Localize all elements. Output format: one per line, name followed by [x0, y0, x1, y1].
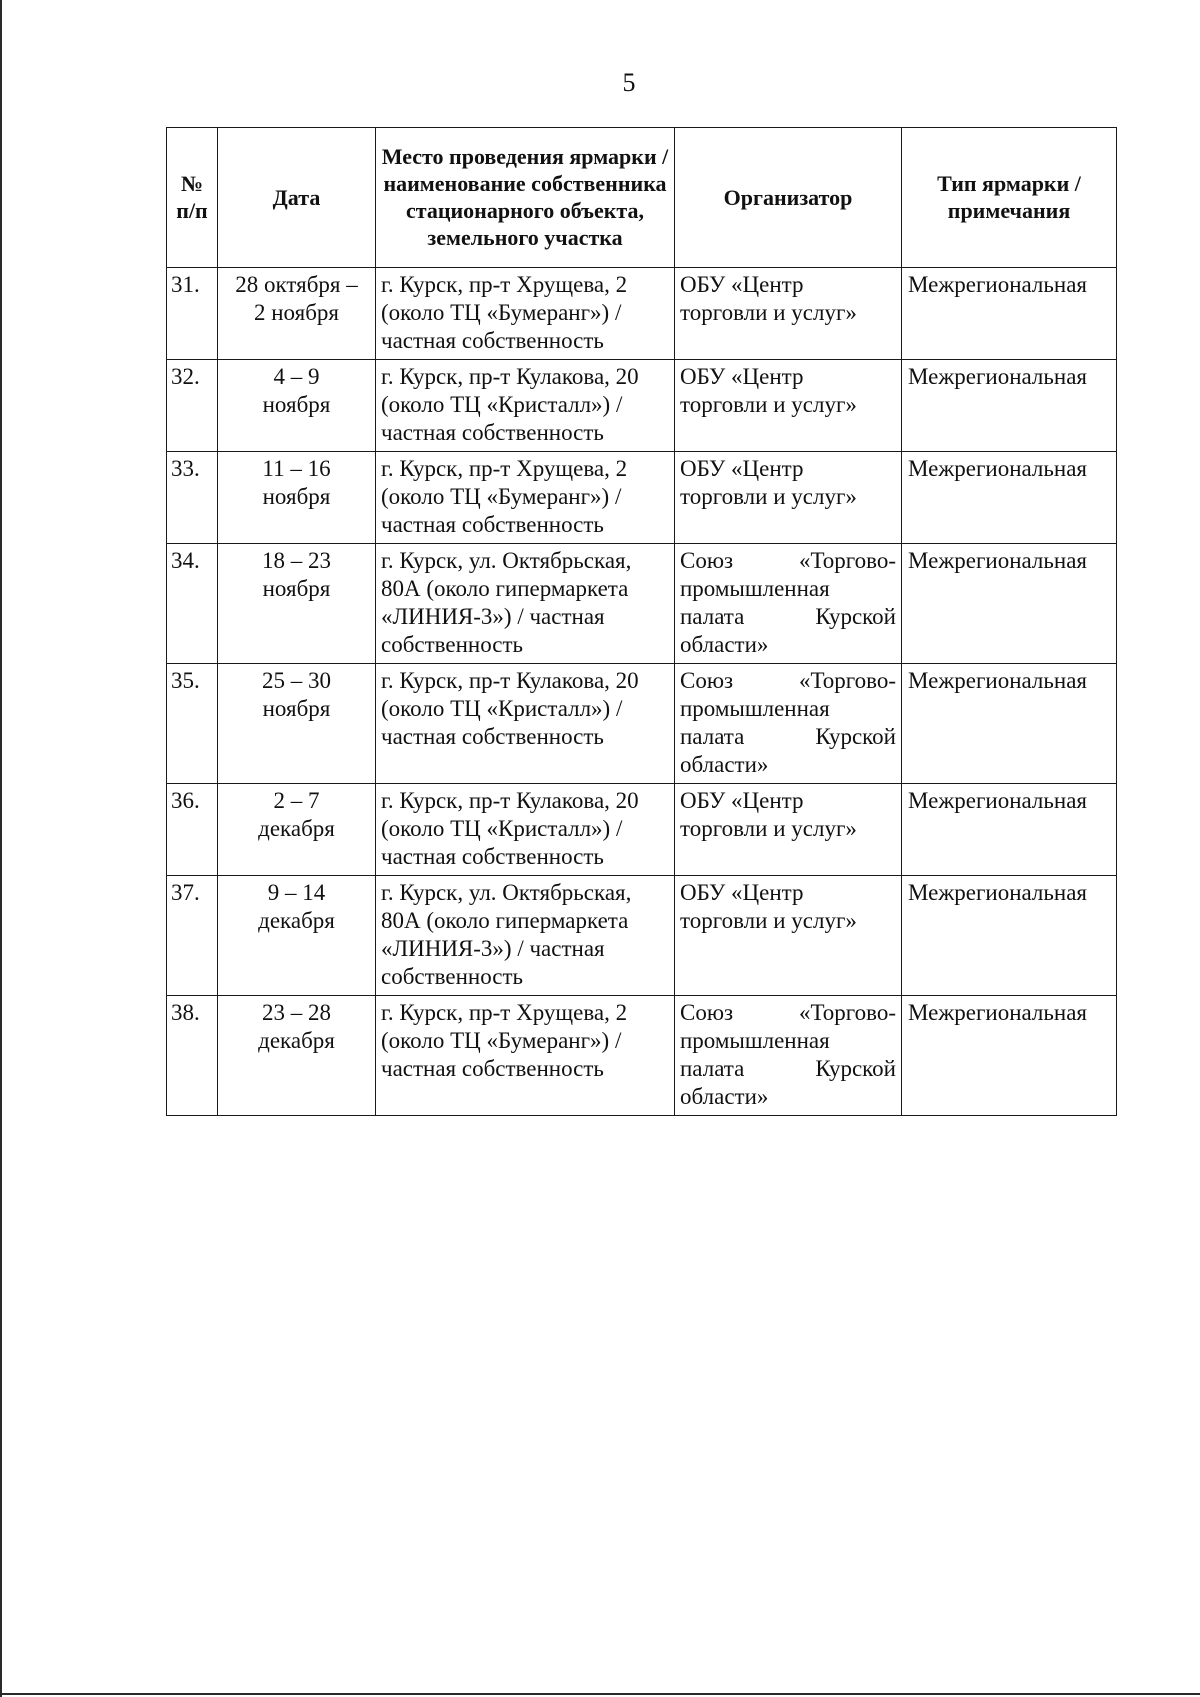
cell-line: ноября [262, 576, 331, 601]
cell-type: Межрегиональная [902, 360, 1117, 452]
table-row [167, 360, 1117, 452]
cell-organizer [675, 360, 902, 452]
table-header-row [167, 128, 1117, 268]
cell-line: (около ТЦ «Бумеранг») / [381, 484, 622, 509]
header-date: Дата [218, 128, 376, 268]
cell-line: торговли и услуг» [680, 816, 857, 841]
cell-line: 2 ноября [254, 300, 339, 325]
cell-line: декабря [258, 908, 335, 933]
cell-line: 11 – 16 [262, 456, 331, 481]
cell-line: ОБУ «Центр [680, 364, 804, 389]
cell-place [376, 996, 675, 1116]
scan-edge-bottom [0, 1693, 1200, 1695]
cell-place [376, 784, 675, 876]
page-number: 5 [622, 68, 636, 97]
table-body [167, 268, 1117, 1116]
cell-line: ОБУ «Центр [680, 880, 804, 905]
cell-line: (около ТЦ «Кристалл») / [381, 392, 623, 417]
cell-organizer [675, 268, 902, 360]
cell-type: Межрегиональная [902, 452, 1117, 544]
cell-line: ОБУ «Центр [680, 272, 804, 297]
cell-line: «ЛИНИЯ-3») / частная [381, 604, 605, 629]
cell-line: собственность [381, 632, 524, 657]
cell-place [376, 876, 675, 996]
cell-num: 33. [167, 452, 218, 544]
cell-line: г. Курск, пр-т Кулакова, 20 [381, 788, 639, 813]
cell-type: Межрегиональная [902, 784, 1117, 876]
cell-date [218, 784, 376, 876]
cell-line: декабря [258, 816, 335, 841]
cell-line: частная собственность [381, 328, 604, 353]
cell-date [218, 360, 376, 452]
cell-line: торговли и услуг» [680, 484, 857, 509]
cell-line: торговли и услуг» [680, 392, 857, 417]
cell-line: 23 – 28 [262, 1000, 331, 1025]
cell-num: 32. [167, 360, 218, 452]
cell-line: 28 октября – [235, 272, 358, 297]
table-row [167, 452, 1117, 544]
cell-line: Союз «Торгово-промышленная палата Курской области» [680, 668, 896, 777]
cell-line: г. Курск, пр-т Хрущева, 2 [381, 1000, 628, 1025]
header-num: № п/п [167, 128, 218, 268]
cell-date [218, 664, 376, 784]
cell-line: г. Курск, пр-т Хрущева, 2 [381, 456, 628, 481]
cell-line: г. Курск, ул. Октябрьская, [381, 548, 632, 573]
cell-line: (около ТЦ «Бумеранг») / [381, 300, 622, 325]
cell-line: (около ТЦ «Бумеранг») / [381, 1028, 622, 1053]
cell-date [218, 996, 376, 1116]
cell-date [218, 452, 376, 544]
header-place: Место проведения ярмарки / наименование собственника стационарного объекта, земельного участка [376, 128, 675, 268]
cell-type: Межрегиональная [902, 664, 1117, 784]
cell-line: частная собственность [381, 844, 604, 869]
cell-line: 4 – 9 [273, 364, 320, 389]
cell-date [218, 268, 376, 360]
cell-date [218, 544, 376, 664]
cell-organizer [675, 452, 902, 544]
cell-line: собственность [381, 964, 524, 989]
cell-line: торговли и услуг» [680, 300, 857, 325]
cell-line: 2 – 7 [273, 788, 320, 813]
header-type: Тип ярмарки / примечания [902, 128, 1117, 268]
cell-place [376, 544, 675, 664]
scan-edge-left [0, 0, 2, 1697]
cell-line: «ЛИНИЯ-3») / частная [381, 936, 605, 961]
fairs-table [166, 127, 1117, 1116]
cell-line: г. Курск, ул. Октябрьская, [381, 880, 632, 905]
table-row [167, 784, 1117, 876]
cell-place [376, 452, 675, 544]
cell-line: (около ТЦ «Кристалл») / [381, 816, 623, 841]
cell-line: 80А (около гипермаркета [381, 908, 629, 933]
cell-num: 35. [167, 664, 218, 784]
cell-organizer [675, 876, 902, 996]
cell-line: Союз «Торгово-промышленная палата Курской области» [680, 1000, 896, 1109]
cell-line: 25 – 30 [262, 668, 331, 693]
cell-line: декабря [258, 1028, 335, 1053]
cell-num: 37. [167, 876, 218, 996]
table-row [167, 996, 1117, 1116]
cell-line: (около ТЦ «Кристалл») / [381, 696, 623, 721]
cell-line: г. Курск, пр-т Кулакова, 20 [381, 364, 639, 389]
cell-line: г. Курск, пр-т Кулакова, 20 [381, 668, 639, 693]
cell-line: ноября [262, 484, 331, 509]
cell-date [218, 876, 376, 996]
cell-line: ноября [262, 392, 331, 417]
cell-type: Межрегиональная [902, 268, 1117, 360]
table-row [167, 268, 1117, 360]
cell-line: 18 – 23 [262, 548, 331, 573]
header-organizer: Организатор [675, 128, 902, 268]
cell-line: г. Курск, пр-т Хрущева, 2 [381, 272, 628, 297]
cell-line: частная собственность [381, 724, 604, 749]
cell-line: Союз «Торгово-промышленная палата Курской области» [680, 548, 896, 657]
cell-organizer [675, 784, 902, 876]
cell-line: частная собственность [381, 420, 604, 445]
cell-place [376, 664, 675, 784]
cell-num: 36. [167, 784, 218, 876]
cell-line: ОБУ «Центр [680, 456, 804, 481]
cell-line: торговли и услуг» [680, 908, 857, 933]
table-row [167, 876, 1117, 996]
cell-line: частная собственность [381, 1056, 604, 1081]
cell-organizer [675, 996, 902, 1116]
cell-num: 31. [167, 268, 218, 360]
table-row [167, 664, 1117, 784]
cell-organizer [675, 664, 902, 784]
cell-organizer [675, 544, 902, 664]
cell-line: ноября [262, 696, 331, 721]
cell-num: 34. [167, 544, 218, 664]
table-row [167, 544, 1117, 664]
cell-line: частная собственность [381, 512, 604, 537]
cell-place [376, 360, 675, 452]
cell-place [376, 268, 675, 360]
cell-num: 38. [167, 996, 218, 1116]
cell-type: Межрегиональная [902, 996, 1117, 1116]
cell-line: 9 – 14 [267, 880, 326, 905]
cell-type: Межрегиональная [902, 544, 1117, 664]
cell-line: ОБУ «Центр [680, 788, 804, 813]
cell-line: 80А (около гипермаркета [381, 576, 629, 601]
cell-type: Межрегиональная [902, 876, 1117, 996]
